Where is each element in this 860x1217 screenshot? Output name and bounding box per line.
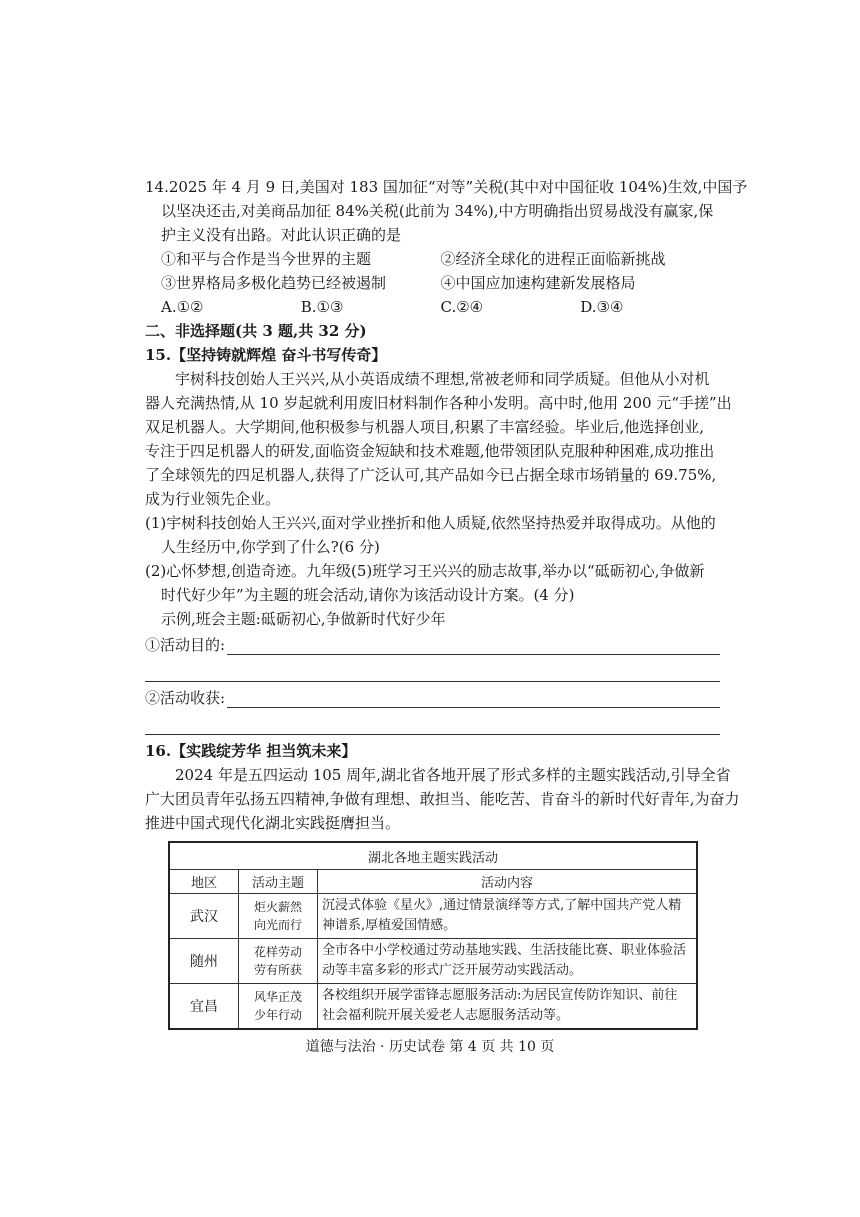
q15-sub1: (1)宇树科技创始人王兴兴,面对学业挫折和他人质疑,依然坚持热爱并取得成功。从他的 <box>145 514 716 532</box>
table-header-row <box>169 870 697 894</box>
harvest-answer-line[interactable] <box>145 708 720 735</box>
activities-table <box>168 841 698 1030</box>
q15-paragraph-line: 宇树科技创始人王兴兴,从小英语成绩不理想,常被老师和同学质疑。但他从小对机 <box>175 370 710 388</box>
table-row <box>169 984 697 1030</box>
theme-line: 花样劳动 <box>253 945 302 959</box>
theme-line: 向光而行 <box>253 918 302 932</box>
region-cell: 随州 <box>169 939 239 984</box>
table-caption: 湖北各地主题实践活动 <box>169 842 697 870</box>
theme-line: 炬火薪然 <box>253 900 302 914</box>
theme-cell <box>239 894 318 939</box>
q16-title: 16.【实践绽芳华 担当筑未来】 <box>145 742 357 760</box>
q14-option-c: C.②④ <box>440 298 484 316</box>
q15-paragraph-line: 专注于四足机器人的研发,面临资金短缺和技术难题,他带领团队克服种种困难,成功推出 <box>145 442 715 460</box>
q14-item: ③世界格局多极化趋势已经被遏制 <box>161 274 387 292</box>
header-content: 活动内容 <box>318 870 698 894</box>
q14-stem-line: 护主义没有出路。对此认识正确的是 <box>161 226 402 244</box>
content-cell <box>318 939 698 984</box>
content-line: 全市各中小学校通过劳动基地实践、生活技能比赛、职业体验活 <box>322 943 687 958</box>
q15-title: 15.【坚持铸就辉煌 奋斗书写传奇】 <box>145 346 387 364</box>
q14-stem-line: 以坚决还击,对美商品加征 84%关税(此前为 34%),中方明确指出贸易战没有赢家,保 <box>161 202 714 220</box>
q14-item: ④中国应加速构建新发展格局 <box>440 274 636 292</box>
q15-sub2: (2)心怀梦想,创造奇迹。九年级(5)班学习王兴兴的励志故事,举办以“砥砺初心,争做新 <box>145 562 705 580</box>
content-line: 沉浸式体验《星火》,通过情景演绎等方式,了解中国共产党人精 <box>322 898 682 913</box>
q14-option-b: B.①③ <box>300 298 344 316</box>
q15-paragraph-line: 器人充满热情,从 10 岁起就利用废旧材料制作各种小发明。高中时,他用 200 元“手搓”出 <box>145 394 732 412</box>
content-cell <box>318 984 698 1030</box>
q14-items-row <box>145 271 720 295</box>
content-line: 神谱系,厚植爱国情感。 <box>322 918 457 933</box>
question-15 <box>145 343 732 735</box>
table-row <box>169 939 697 984</box>
q14-option-a: A.①② <box>161 298 204 316</box>
q15-paragraph-line: 了全球领先的四足机器人,获得了广泛认可,其产品如今已占据全球市场销量的 69.75%, <box>145 466 717 484</box>
content-line: 各校组织开展学雷锋志愿服务活动:为居民宣传防诈知识、前往 <box>322 988 678 1003</box>
q16-paragraph-line: 广大团员青年弘扬五四精神,争做有理想、敢担当、能吃苦、肯奋斗的新时代好青年,为奋力 <box>145 790 740 808</box>
section-heading: 二、非选择题(共 3 题,共 32 分) <box>145 322 367 340</box>
purpose-label: ①活动目的: <box>145 636 226 654</box>
q14-item: ②经济全球化的进程正面临新挑战 <box>440 250 666 268</box>
q15-paragraph-line: 成为行业领先企业。 <box>145 490 281 508</box>
q14-item: ①和平与合作是当今世界的主题 <box>161 250 372 268</box>
q15-sub1: 人生经历中,你学到了什么?(6 分) <box>161 538 380 556</box>
q15-example: 示例,班会主题:砥砺初心,争做新时代好少年 <box>161 610 446 628</box>
theme-line: 少年行动 <box>253 1008 302 1022</box>
q15-paragraph-line: 双足机器人。大学期间,他积极参与机器人项目,积累了丰富经验。毕业后,他选择创业, <box>145 418 705 436</box>
purpose-answer-row <box>145 631 720 655</box>
q14-option-d: D.③④ <box>580 298 624 316</box>
harvest-label: ②活动收获: <box>145 689 226 707</box>
purpose-answer-blank[interactable] <box>227 636 720 655</box>
theme-cell <box>239 939 318 984</box>
harvest-answer-blank[interactable] <box>227 689 720 708</box>
page-footer: 道德与法治 · 历史试卷 第 4 页 共 10 页 <box>305 1039 555 1055</box>
q14-items-row <box>145 247 720 271</box>
table-row <box>169 894 697 939</box>
content-line: 社会福利院开展关爱老人志愿服务活动等。 <box>322 1008 570 1023</box>
region-cell: 武汉 <box>169 894 239 939</box>
theme-cell <box>239 984 318 1030</box>
theme-line: 风华正茂 <box>253 990 302 1004</box>
q16-paragraph-line: 2024 年是五四运动 105 周年,湖北省各地开展了形式多样的主题实践活动,引导全省 <box>175 766 731 784</box>
purpose-answer-line[interactable] <box>145 655 720 682</box>
q16-paragraph-line: 推进中国式现代化湖北实践挺膺担当。 <box>145 814 401 832</box>
content-line: 动等丰富多彩的形式广泛开展劳动实践活动。 <box>322 963 583 978</box>
header-theme: 活动主题 <box>239 870 318 894</box>
header-region: 地区 <box>169 870 239 894</box>
question-14 <box>145 175 748 319</box>
q15-sub2: 时代好少年”为主题的班会活动,请你为该活动设计方案。(4 分) <box>161 586 575 604</box>
page-content <box>145 175 748 1030</box>
question-16 <box>145 739 740 1030</box>
region-cell: 宜昌 <box>169 984 239 1030</box>
q14-stem-line: 14.2025 年 4 月 9 日,美国对 183 国加征“对等”关税(其中对中国征收 104%)生效,中国予 <box>145 178 748 196</box>
q14-options-row <box>145 295 720 319</box>
content-cell <box>318 894 698 939</box>
harvest-answer-row <box>145 684 720 708</box>
theme-line: 劳有所获 <box>253 963 302 977</box>
